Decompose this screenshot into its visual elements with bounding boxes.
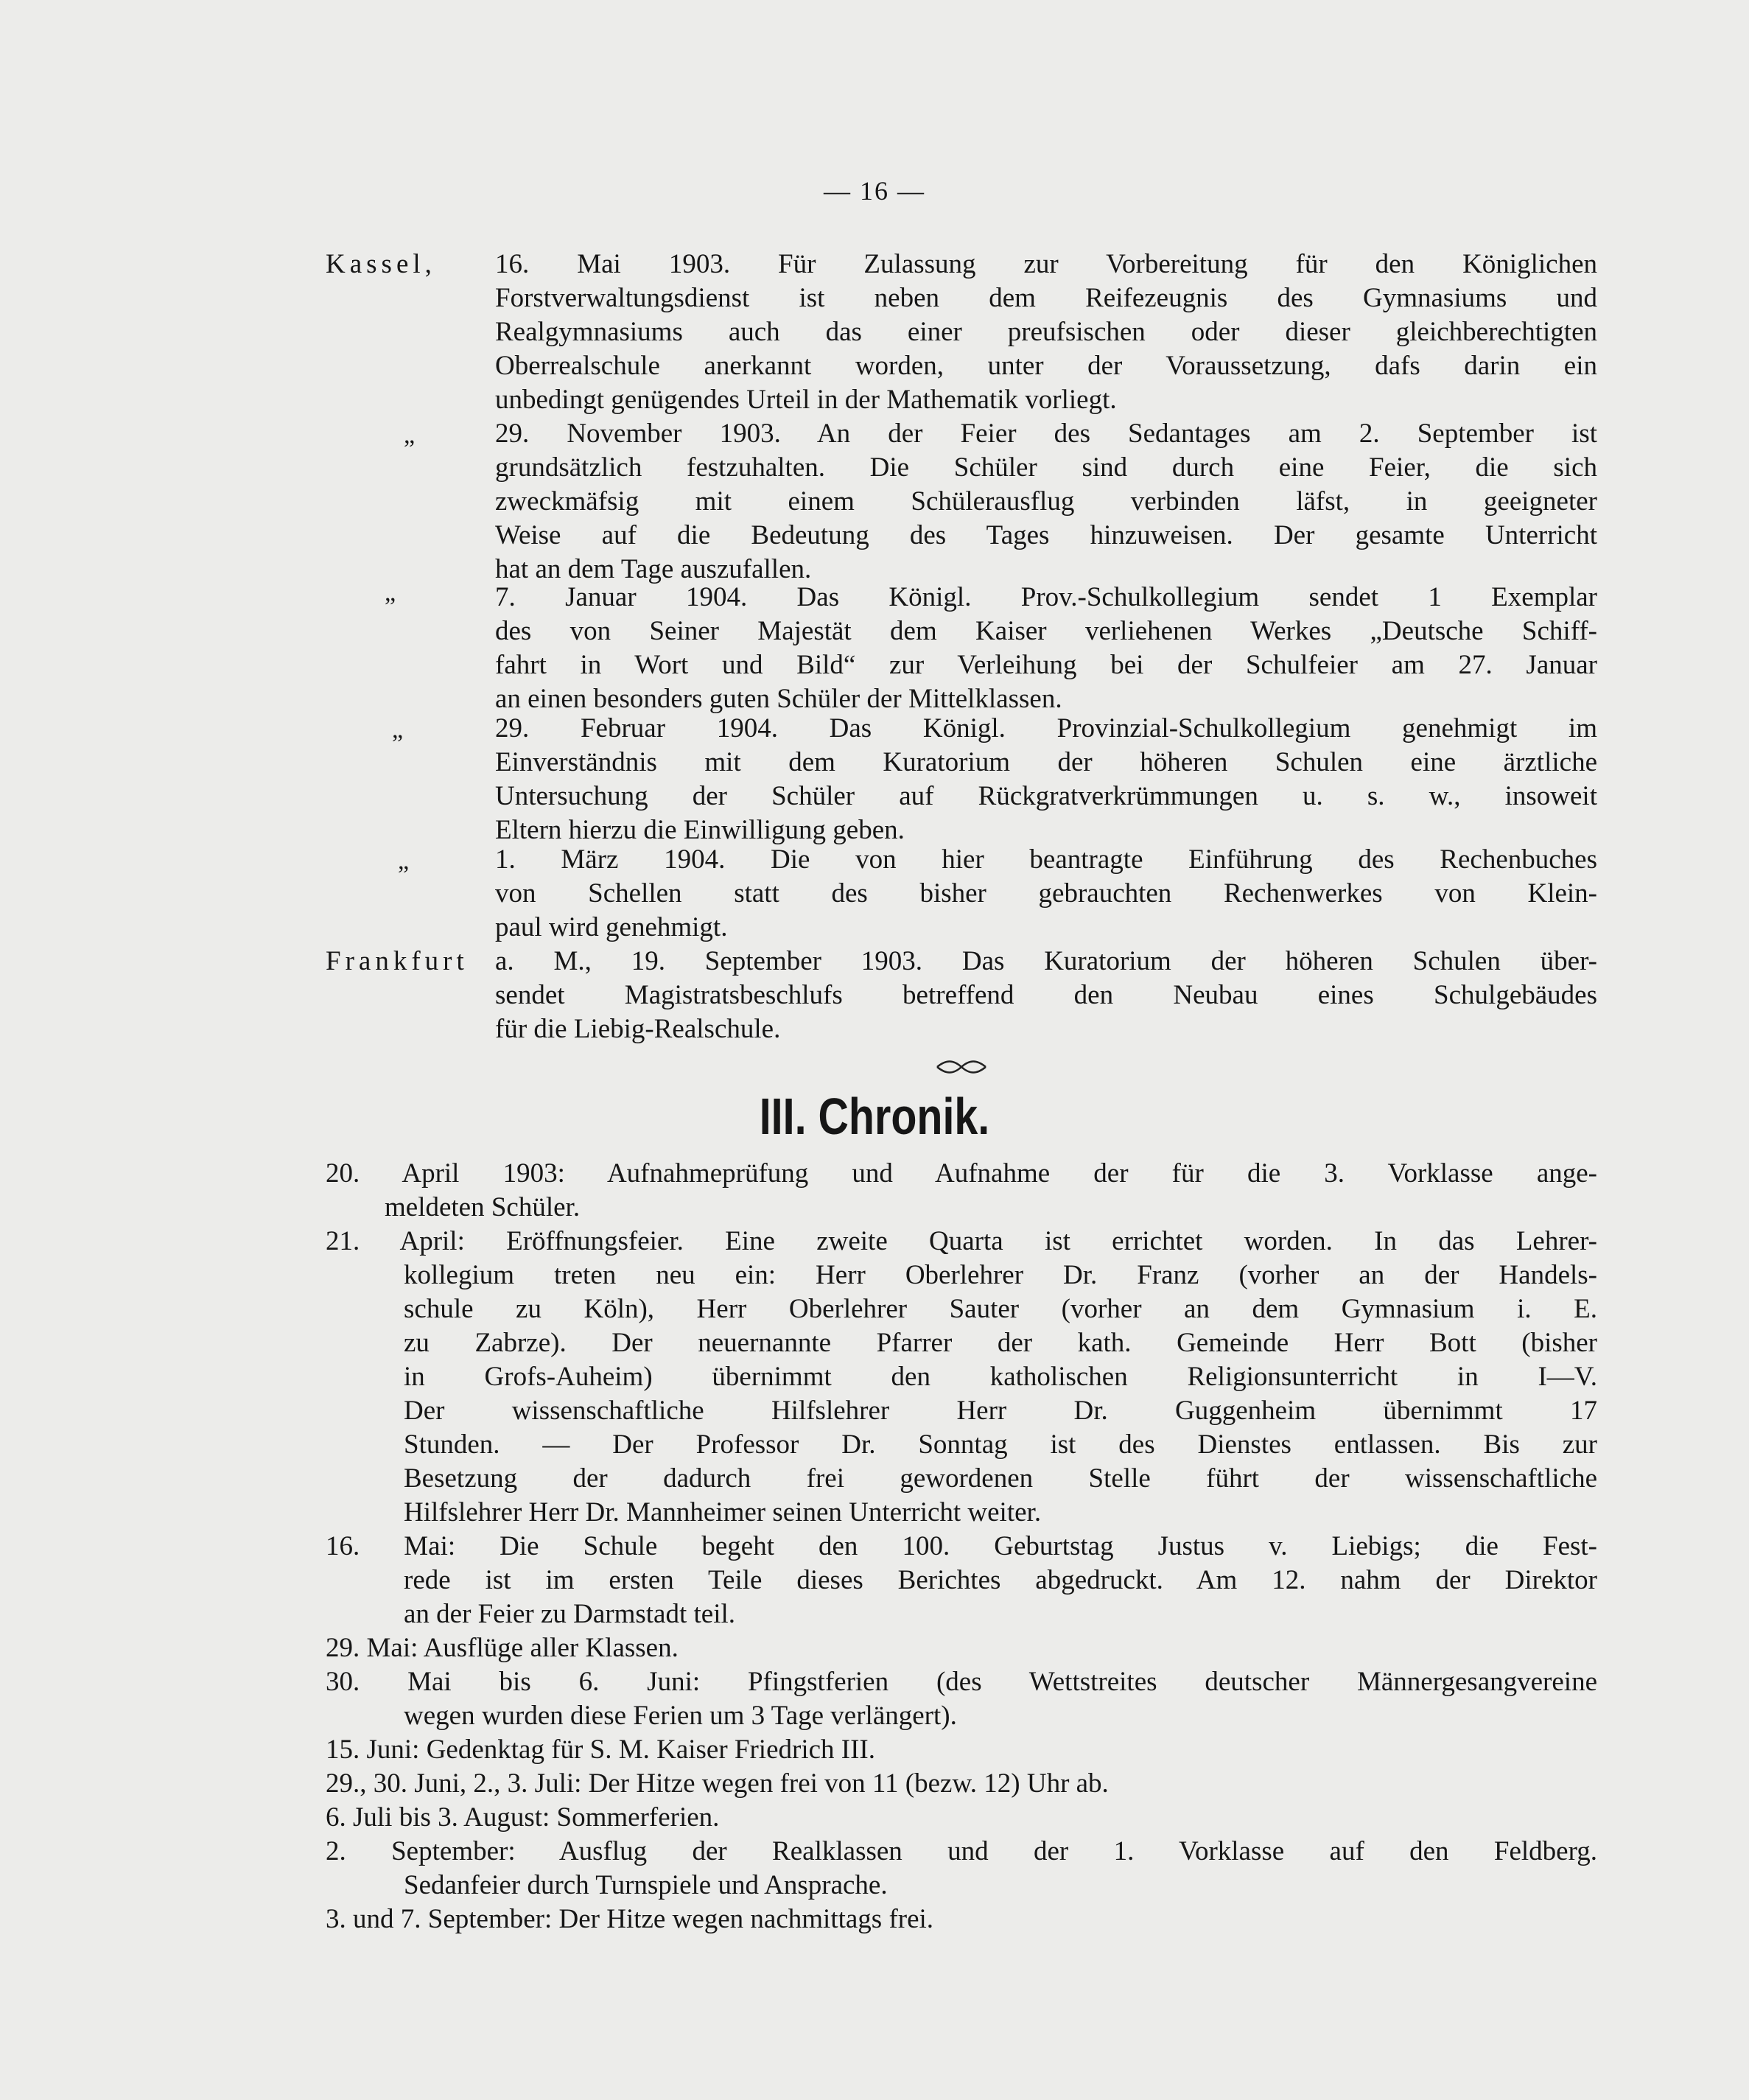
chronik-line: Sedanfeier durch Turnspiele und Ansprache. [404, 1870, 888, 1900]
section-heading: III. Chronik. [759, 1088, 990, 1145]
chronik-line: Besetzung der dadurch frei gewordenen Stelle führt der wissenschaftliche [404, 1463, 1597, 1494]
text-line: grundsätzlich festzuhalten. Die Schüler sind durch eine Feier, die sich [495, 452, 1597, 483]
chronik-line: wegen wurden diese Ferien um 3 Tage verlängert). [404, 1701, 957, 1731]
chronik-line: zu Zabrze). Der neuernannte Pfarrer der kath. Gemeinde Herr Bott (bisher [404, 1328, 1597, 1358]
text-line: paul wird genehmigt. [495, 912, 728, 942]
text-line: sendet Magistratsbeschlufs betreffend den Neubau eines Schulgebäudes [495, 980, 1597, 1010]
chronik-line: 3. und 7. September: Der Hitze wegen nachmittags frei. [326, 1904, 934, 1934]
text-line: Forstverwaltungsdienst ist neben dem Reifezeugnis des Gymnasiums und [495, 283, 1597, 313]
text-line: 29. November 1903. An der Feier des Sedantages am 2. September ist [495, 419, 1597, 449]
text-line: zweckmäfsig mit einem Schülerausflug verbinden läfst, in geeigneter [495, 486, 1597, 517]
text-line: an einen besonders guten Schüler der Mittelklassen. [495, 684, 1062, 714]
chronik-line: 6. Juli bis 3. August: Sommerferien. [326, 1802, 720, 1833]
chronik-line: 15. Juni: Gedenktag für S. M. Kaiser Friedrich III. [326, 1735, 875, 1765]
text-line: Untersuchung der Schüler auf Rückgratverkrümmungen u. s. w., insoweit [495, 781, 1597, 811]
text-line: fahrt in Wort und Bild“ zur Verleihung bei der Schulfeier am 27. Januar [495, 650, 1597, 680]
chronik-line: kollegium treten neu ein: Herr Oberlehrer Dr. Franz (vorher an der Handels- [404, 1260, 1597, 1290]
chronik-line: an der Feier zu Darmstadt teil. [404, 1599, 735, 1629]
chronik-line: 29., 30. Juni, 2., 3. Juli: Der Hitze wegen frei von 11 (bezw. 12) Uhr ab. [326, 1768, 1109, 1799]
place-frankfurt: Frankfurt [326, 946, 469, 976]
chronik-line: meldeten Schüler. [385, 1192, 581, 1222]
text-line: von Schellen statt des bisher gebrauchten Rechenwerkes von Klein- [495, 878, 1597, 909]
place-kassel: Kassel, [326, 249, 436, 279]
text-line: Einverständnis mit dem Kuratorium der höheren Schulen eine ärztliche [495, 747, 1597, 777]
chronik-line: schule zu Köln), Herr Oberlehrer Sauter (vorher an dem Gymnasium i. E. [404, 1294, 1597, 1324]
text-line: Eltern hierzu die Einwilligung geben. [495, 815, 905, 845]
ditto-mark: „ [392, 716, 404, 743]
chronik-line: Stunden. — Der Professor Dr. Sonntag ist des Dienstes entlassen. Bis zur [404, 1429, 1597, 1460]
chronik-line: Hilfslehrer Herr Dr. Mannheimer seinen Unterricht weiter. [404, 1497, 1042, 1527]
text-line: des von Seiner Majestät dem Kaiser verliehenen Werkes „Deutsche Schiff- [495, 616, 1597, 646]
ditto-mark: „ [404, 421, 416, 449]
text-line: 7. Januar 1904. Das Königl. Prov.-Schulkollegium sendet 1 Exemplar [495, 582, 1597, 612]
text-line: Oberrealschule anerkannt worden, unter der Voraussetzung, dafs darin ein [495, 351, 1597, 381]
chronik-line: 16. Mai: Die Schule begeht den 100. Geburtstag Justus v. Liebigs; die Fest- [326, 1531, 1597, 1561]
text-line: für die Liebig-Realschule. [495, 1014, 781, 1044]
text-line: 1. März 1904. Die von hier beantragte Einführung des Rechenbuches [495, 844, 1597, 875]
ditto-mark: „ [385, 579, 396, 606]
chronik-line: rede ist im ersten Teile dieses Berichtes abgedruckt. Am 12. nahm der Direktor [404, 1565, 1597, 1595]
chronik-line: in Grofs-Auheim) übernimmt den katholischen Religionsunterricht in I—V. [404, 1362, 1597, 1392]
chronik-line: 21. April: Eröffnungsfeier. Eine zweite Quarta ist errichtet worden. In das Lehrer- [326, 1226, 1597, 1256]
chronik-line: Der wissenschaftliche Hilfslehrer Herr Dr. Guggenheim übernimmt 17 [404, 1396, 1597, 1426]
text-line: a. M., 19. September 1903. Das Kuratorium der höheren Schulen über- [495, 946, 1597, 976]
chronik-line: 29. Mai: Ausflüge aller Klassen. [326, 1633, 679, 1663]
chronik-line: 20. April 1903: Aufnahmeprüfung und Aufnahme der für die 3. Vorklasse ange- [326, 1158, 1597, 1189]
chronik-line: 30. Mai bis 6. Juni: Pfingstferien (des Wettstreites deutscher Männergesangvereine [326, 1667, 1597, 1697]
text-line: 29. Februar 1904. Das Königl. Provinzial-Schulkollegium genehmigt im [495, 713, 1597, 743]
text-line: unbedingt genügendes Urteil in der Mathematik vorliegt. [495, 385, 1117, 415]
text-line: 16. Mai 1903. Für Zulassung zur Vorbereitung für den Königlichen [495, 249, 1597, 279]
chronik-line: 2. September: Ausflug der Realklassen und der 1. Vorklasse auf den Feldberg. [326, 1836, 1597, 1866]
text-line: Weise auf die Bedeutung des Tages hinzuweisen. Der gesamte Unterricht [495, 520, 1597, 550]
text-line: Realgymnasiums auch das einer preufsischen oder dieser gleichberechtigten [495, 317, 1597, 347]
page-number: — 16 — [824, 176, 925, 206]
text-line: hat an dem Tage auszufallen. [495, 554, 812, 584]
ditto-mark: „ [398, 847, 410, 875]
